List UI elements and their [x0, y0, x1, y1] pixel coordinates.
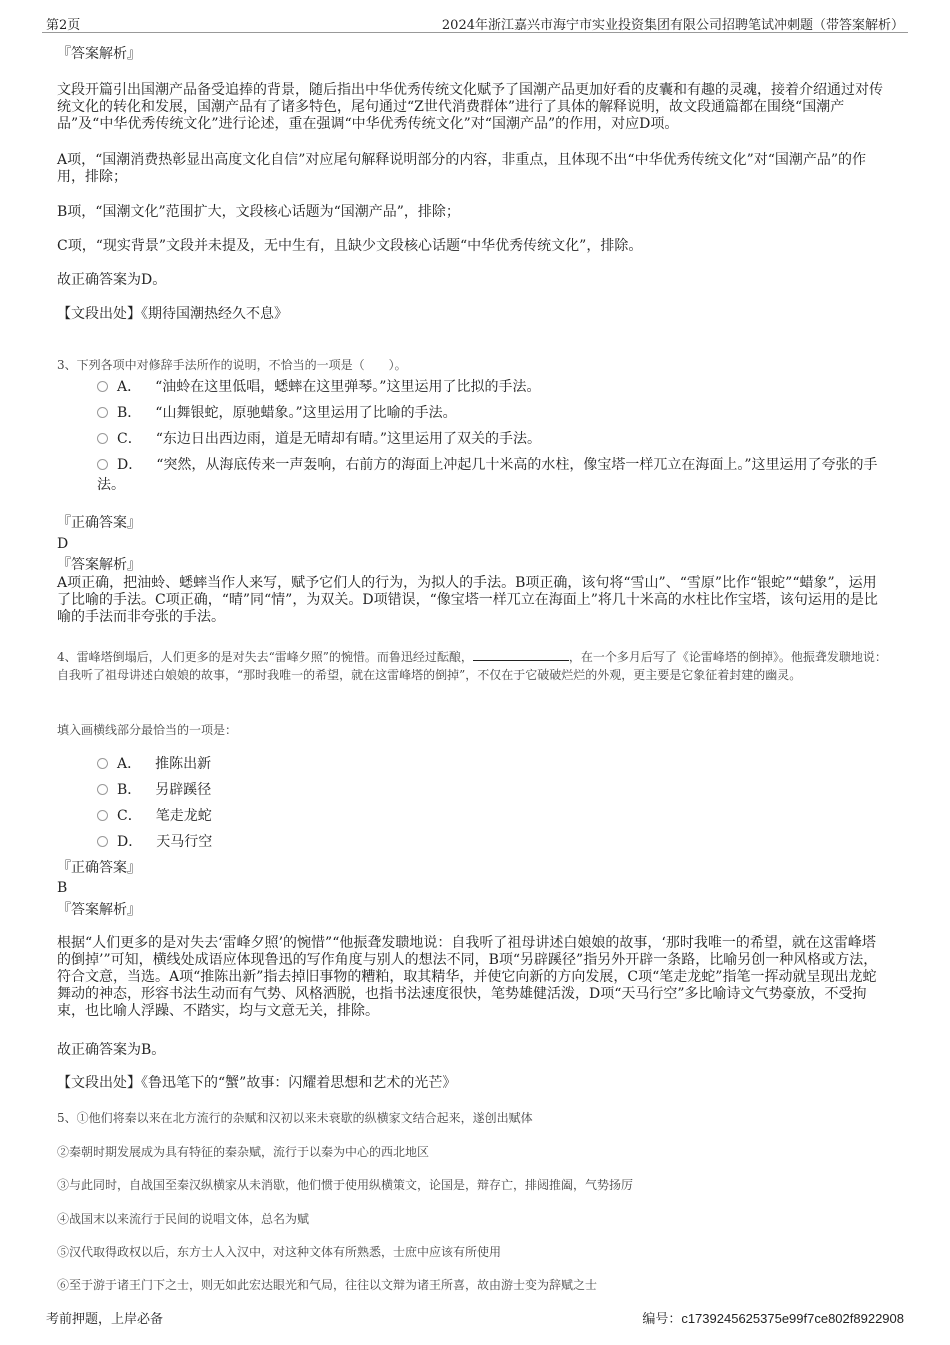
radio-icon[interactable] [97, 810, 108, 821]
radio-icon[interactable] [97, 459, 108, 470]
q4-prompt: 填入画横线部分最恰当的一项是： [57, 723, 238, 737]
q3-analysis-label: 『答案解析』 [57, 557, 141, 573]
option-letter: C． [117, 808, 142, 824]
q4-analysis-label: 『答案解析』 [57, 902, 141, 918]
q5-item-2: ②秦朝时期发展成为具有特征的秦杂赋，流行于以秦为中心的西北地区 [57, 1145, 430, 1159]
document-title: 2024年浙江嘉兴市海宁市实业投资集团有限公司招聘笔试冲刺题（带答案解析） [441, 18, 904, 33]
q2-option-b-analysis: B项，“国潮文化”范围扩大，文段核心话题为“国潮产品”，排除； [57, 204, 460, 220]
q3-answer-label: 『正确答案』 [57, 515, 141, 531]
q5-item-5: ⑤汉代取得政权以后，东方士人入汉中，对这种文体有所熟悉，士庶中应该有所使用 [57, 1245, 502, 1259]
radio-icon[interactable] [97, 784, 108, 795]
q4-option-d[interactable] [97, 832, 897, 852]
q4-conclusion: 故正确答案为B。 [57, 1042, 166, 1058]
q2-analysis-paragraph: 文段开篇引出国潮产品备受追捧的背景，随后指出中华优秀传统文化赋予了国潮产品更加好看的皮囊和有趣的灵魂，接着介绍通过对传统文化的转化和发展，国潮产品有了诸多特色，尾句通过“Z世代消费群体”进行了具体的解释说明，故文段通篇都在围绕“国潮产品”及“中华优秀传统文化”进行论述，重在强调“中华优秀传统文化”对“国潮产品”的作用，对应D项。 [57, 82, 883, 132]
q2-option-a-analysis: A项，“国潮消费热彰显出高度文化自信”对应尾句解释说明部分的内容，非重点，且体现不出“中华优秀传统文化”对“国潮产品”的作用，排除； [57, 152, 867, 185]
option-letter: C． [117, 431, 142, 447]
q4-source: 【文段出处】《鲁迅笔下的“蟹”故事：闪耀着思想和艺术的光芒》 [57, 1075, 457, 1091]
option-text: “东边日出西边雨，道是无晴却有晴。”这里运用了双关的手法。 [155, 431, 542, 447]
option-text: “突然，从海底传来一声轰响，右前方的海面上冲起几十米高的水柱，像宝塔一样兀立在海面上。”这里运用了夸张的手法。 [97, 457, 878, 493]
page-header [42, 14, 908, 33]
q4-analysis: 根据“人们更多的是对失去‘雷峰夕照’的惋惜”“他振聋发聩地说：自我听了祖母讲述白娘娘的故事，‘那时我唯一的希望，就在这雷峰塔的倒掉’”可知，横线处成语应体现鲁迅的写作角度与别人的想法不同，B项“另辟蹊径”指另外开辟一条路，比喻另创一种风格或方法，符合文意，当选。A项“推陈出新”指去掉旧事物的糟粕，取其精华，并使它向新的方向发展，C项“笔走龙蛇”指笔一挥动就呈现出龙蛇舞动的神态，形容书法生动而有气势、风格洒脱，也指书法速度很快，笔势雄健活泼，D项“天马行空”多比喻诗文气势豪放，不受拘束，也比喻人浮躁、不踏实，均与文意无关，排除。 [57, 935, 878, 1019]
footer-slogan: 考前押题，上岸必备 [46, 1312, 164, 1327]
q4-option-b[interactable] [97, 780, 897, 800]
q5-item-6: ⑥至于游于诸王门下之士，则无如此宏达眼光和气局，往往以文辩为诸王所喜，故由游士变为辞赋之士 [57, 1278, 598, 1292]
option-letter: D． [117, 457, 143, 473]
footer-code-value: c1739245625375e99f7ce802f8922908 [681, 1311, 904, 1326]
option-text: 笔走龙蛇 [155, 808, 212, 824]
q4-blank [473, 649, 569, 661]
q4-stem [57, 648, 887, 684]
option-text: “油蛉在这里低唱，蟋蟀在这里弹琴。”这里运用了比拟的手法。 [155, 379, 541, 395]
radio-icon[interactable] [97, 433, 108, 444]
radio-icon[interactable] [97, 836, 108, 847]
q3-stem: 3、下列各项中对修辞手法所作的说明，不恰当的一项是（ ）。 [57, 358, 407, 372]
q3-answer: D [57, 536, 69, 552]
radio-icon[interactable] [97, 758, 108, 769]
radio-icon[interactable] [97, 407, 108, 418]
q4-answer: B [57, 880, 68, 896]
q3-analysis: A项正确，把油蛉、蟋蟀当作人来写，赋予它们人的行为，为拟人的手法。B项正确，该句将“雪山”、“雪原”比作“银蛇”“蜡象”，运用了比喻的手法。C项正确，“晴”同“情”，为双关。D项错误，“像宝塔一样兀立在海面上”将几十米高的水柱比作宝塔，该句运用的是比喻的手法而非夸张的手法。 [57, 575, 878, 625]
q2-source: 【文段出处】《期待国潮热经久不息》 [57, 306, 288, 322]
q5-item-3: ③与此同时，自战国至秦汉纵横家从未消歇，他们惯于使用纵横策文，论国是，辩存亡，排闼推阖，气势扬厉 [57, 1178, 634, 1192]
q4-option-c[interactable] [97, 806, 897, 826]
footer-code-label: 编号： [642, 1312, 682, 1327]
q3-option-d[interactable] [97, 455, 897, 495]
q3-option-a[interactable] [97, 377, 897, 397]
option-text: “山舞银蛇，原驰蜡象。”这里运用了比喻的手法。 [155, 405, 457, 421]
q5-item-4: ④战国末以来流行于民间的说唱文体，总名为赋 [57, 1212, 310, 1226]
q4-stem-part-1: 4、雷峰塔倒塌后，人们更多的是对失去“雷峰夕照”的惋惜。而鲁迅经过酝酿， [57, 650, 473, 664]
q4-option-a[interactable] [97, 754, 897, 774]
q2-conclusion: 故正确答案为D。 [57, 272, 167, 288]
q3-option-c[interactable] [97, 429, 897, 449]
option-letter: B． [117, 405, 142, 421]
page-number: 第2页 [46, 18, 81, 33]
option-letter: B． [117, 782, 142, 798]
q2-option-c-analysis: C项，“现实背景”文段并未提及，无中生有，且缺少文段核心话题“中华优秀传统文化”，排除。 [57, 238, 643, 254]
q2-analysis-label: 『答案解析』 [57, 46, 141, 62]
option-letter: A． [117, 379, 142, 395]
q5-item-1: 5、①他们将秦以来在北方流行的杂赋和汉初以来未衰歇的纵横家文结合起来，遂创出赋体 [57, 1111, 533, 1125]
option-text: 推陈出新 [155, 756, 212, 772]
option-text: 另辟蹊径 [155, 782, 212, 798]
q4-answer-label: 『正确答案』 [57, 860, 141, 876]
radio-icon[interactable] [97, 381, 108, 392]
option-letter: D． [117, 834, 143, 850]
q4-stem-part-2: ，在一个多月后写了《论雷峰塔的倒掉》。他振聋发聩地说：自我听了祖母讲述白娘娘的故事，“那时我唯一的希望，就在这雷峰塔的倒掉”，不仅在于它破破烂烂的外观，更主要是它象征着封建的幽灵。 [57, 650, 887, 682]
option-text: 天马行空 [156, 834, 213, 850]
q3-option-b[interactable] [97, 403, 897, 423]
footer-code [642, 1308, 904, 1327]
option-letter: A． [117, 756, 142, 772]
